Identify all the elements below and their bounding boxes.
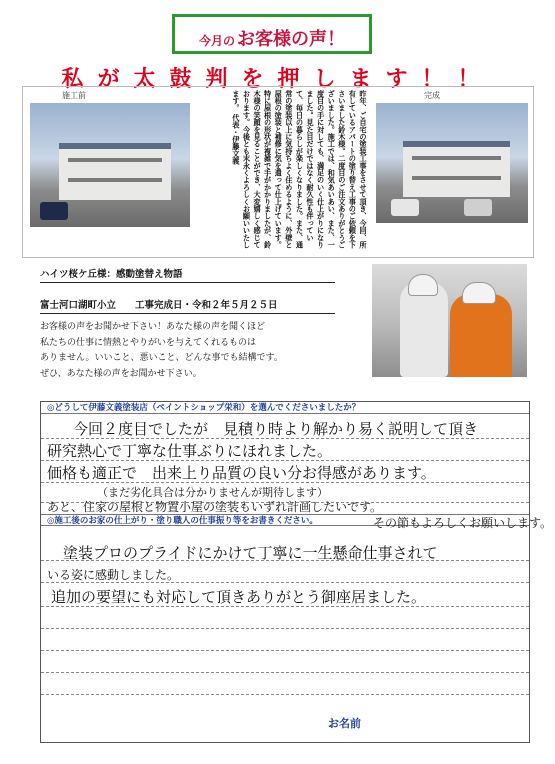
answer-1-line: （まだ劣化具合は分かりませんが期待します） — [97, 486, 328, 499]
case-subtitle: ハイツ桜ケ丘様：感動塗替え物語 — [40, 266, 335, 283]
ruled-line — [41, 694, 529, 695]
question-1: ◎どうして伊藤文義塗装店（ペイントショップ栄和）を選んでくださいましたか？ — [41, 402, 529, 414]
page-title-box — [172, 14, 372, 54]
staff-photo — [372, 264, 527, 377]
answer-1-line: あと、住家の屋根と物置小屋の塗装もいずれ計画したいです。 — [47, 500, 383, 514]
intro-line: 私たちの仕事に情熱とやりがいを与えてくれるものは — [40, 337, 257, 348]
page-title: お客様の声！ — [237, 29, 345, 50]
helmet-shape — [408, 274, 438, 296]
intro-line: ぜひ、あなた様の声をお聞かせ下さい。 — [40, 368, 202, 379]
answer-2-line: いる姿に感動しました。 — [47, 568, 180, 582]
ruled-line — [41, 672, 529, 673]
car-shape — [391, 199, 418, 216]
title-prefix: 今月の — [198, 34, 235, 48]
before-label: 施工前 — [62, 91, 86, 100]
signature-label: お名前 — [328, 717, 361, 730]
question-2: ◎施工後のお家の仕上がり・塗り職人の仕事振り等をお書きください。 — [41, 514, 529, 526]
intro-line: お客様の声をお聞かせ下さい！あなた様の声を聞くほど — [40, 322, 266, 332]
answer-2-line: 追加の要望にも対応して頂きありがとう御座居ました。 — [51, 588, 427, 606]
ruled-line — [41, 650, 529, 651]
after-label: 完成 — [424, 91, 440, 100]
person-shape — [400, 282, 448, 377]
headline: 私が太鼓判を押します！！ — [61, 67, 494, 92]
intro-line: ありません。いいこと、悪いこと、どんな事でも結構です。 — [40, 353, 283, 363]
person-shape — [450, 294, 512, 377]
after-photo — [376, 103, 528, 223]
answer-2-line: 塗装プロのプライドにかけて丁寧に一生懸命仕事されて — [63, 544, 438, 562]
answer-1-line: 研究熱心で丁寧な仕事ぶりにほれました。 — [47, 442, 333, 460]
answer-2-side-note: その節もよろしくお願いします。 — [373, 516, 553, 530]
intro-text — [40, 320, 350, 382]
answer-1-line: 価格も適正で 出来上り品質の良い分お得感があります。 — [47, 464, 436, 482]
before-photo — [30, 103, 190, 227]
building-shape — [403, 141, 509, 196]
review-text: 昨年、ご自宅の塗装工事をさせて頂き、今回、所有しているアパートの塗り替え工事のご依頼を下さいました鈴木様。二度目のご注文ありがとうございました。施工では、和気あいあい、また、一度目の手に対しても、満足のいく仕上がりになりました。見た目だけではなく耐久性も伴っていて、毎日の暮らしが楽しくなりました。また、通常の塗装以上に気持ちよく住めるように、外壁と屋根の塗装と補修に気を遣って仕上げています。特に屋根の形状が複雑で手がかかりましたが、鈴木様の笑顔を見ることができ、大変嬉しく感じております。今後とも末永くよろしくお願いいたします。 代表・伊藤文義 — [231, 90, 368, 249]
case-info: 富士河口湖町小立 工事完成日・令和２年５月２５日 — [40, 297, 335, 314]
building-shape — [59, 143, 171, 200]
car-shape — [464, 199, 491, 216]
car-shape — [40, 202, 69, 219]
ruled-line — [41, 628, 529, 629]
answer-1-line: 今回２度目でしたが 見積り時より解かり易く説明して頂き — [73, 420, 479, 438]
helmet-shape — [462, 282, 496, 304]
feedback-form — [40, 401, 553, 743]
